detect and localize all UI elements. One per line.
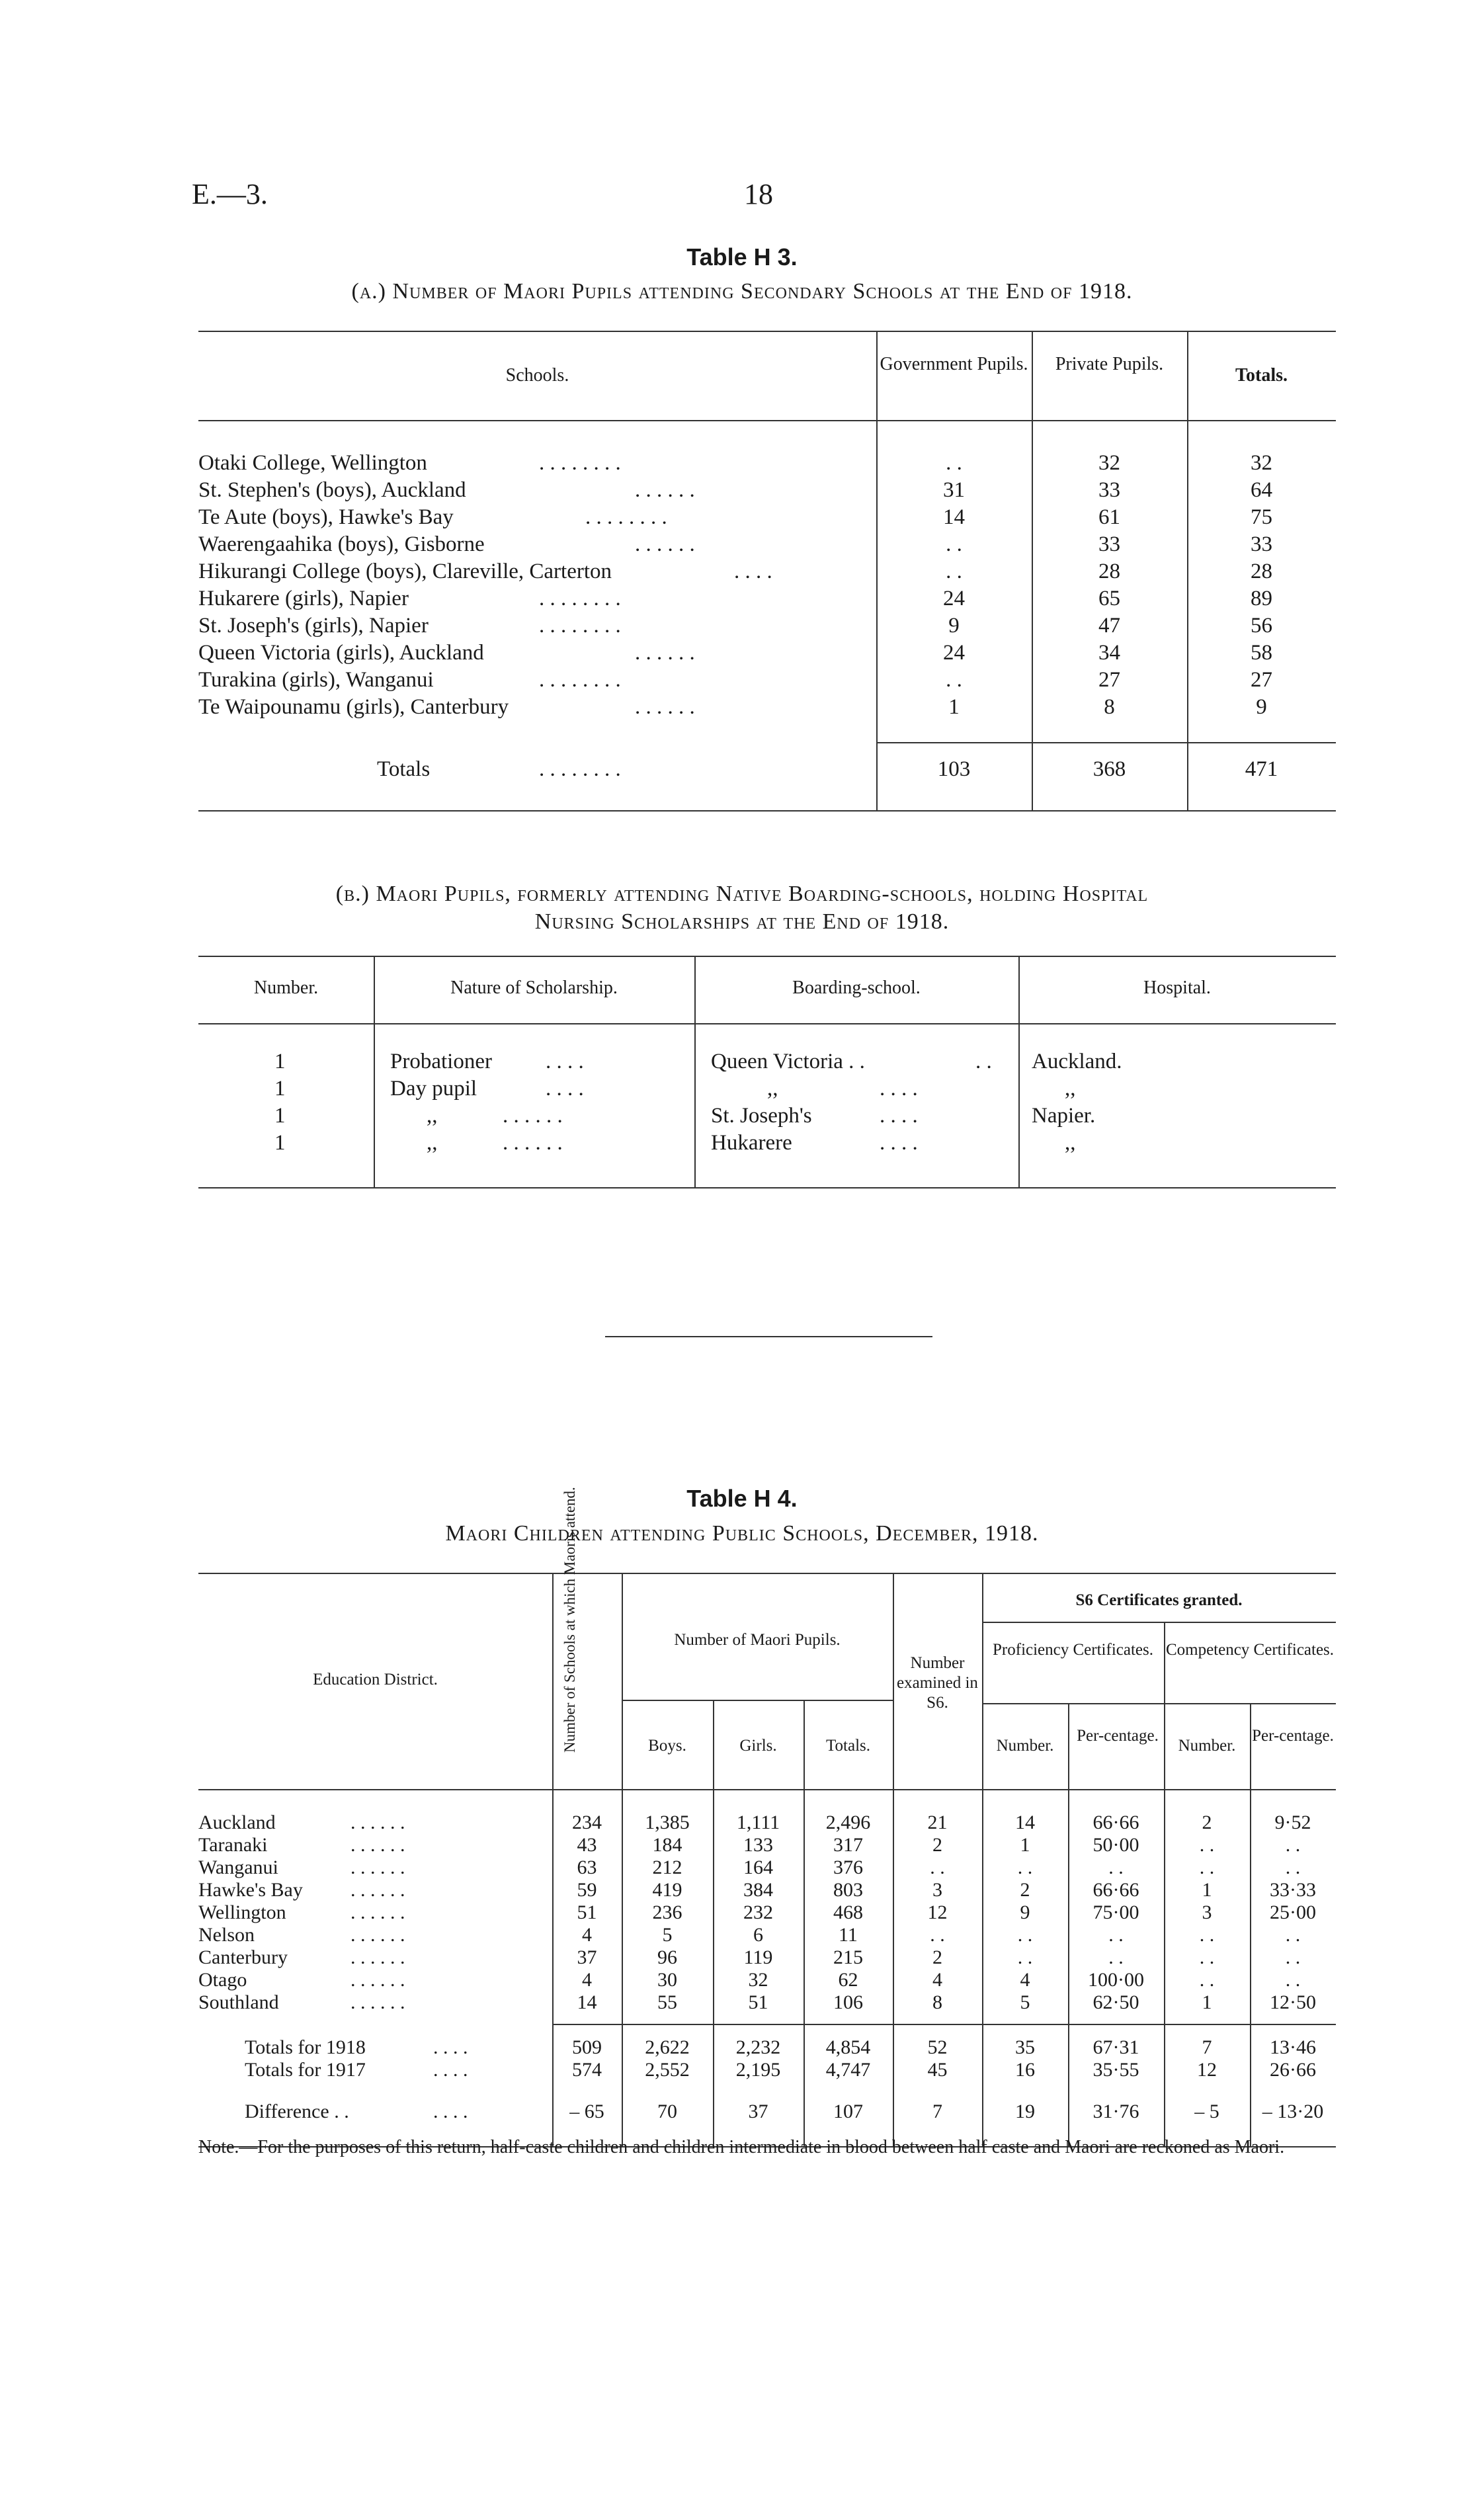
col-header-competency-number: Number. — [1178, 1737, 1236, 1755]
hospital: Napier. — [1032, 1104, 1096, 1128]
school-name: St. Joseph's (girls), Napier — [198, 614, 429, 638]
total-pupils: 58 — [1251, 641, 1272, 665]
gov-pupils: . . — [946, 532, 962, 556]
competency-number: . . — [1199, 1946, 1215, 1968]
schools-count: 63 — [577, 1856, 597, 1878]
total-pupils: 64 — [1251, 478, 1272, 502]
proficiency-number: 35 — [1015, 2036, 1035, 2058]
competency-number: 7 — [1202, 2036, 1212, 2058]
total-pupils: 89 — [1251, 587, 1272, 610]
leader-dots: . . . . — [734, 560, 772, 583]
school-name: Te Aute (boys), Hawke's Bay — [198, 505, 454, 529]
col-header-proficiency: Proficiency Certificates. — [993, 1641, 1153, 1659]
col-header-private-pupils: Private Pupils. — [1055, 354, 1164, 374]
girls-count: 164 — [743, 1856, 773, 1878]
gov-pupils: 24 — [943, 587, 965, 610]
proficiency-percentage: . . — [1108, 1856, 1124, 1878]
leader-dots: . . . . — [433, 2036, 468, 2058]
private-pupils: 65 — [1098, 587, 1120, 610]
proficiency-number: . . — [1017, 1946, 1033, 1968]
private-pupils: 33 — [1098, 532, 1120, 556]
proficiency-percentage: . . — [1108, 1946, 1124, 1968]
district-name: Taranaki — [198, 1834, 268, 1856]
scholar-number: 1 — [274, 1104, 286, 1128]
district-name: Southland — [198, 1991, 279, 2013]
competency-percentage: 33·33 — [1270, 1879, 1316, 1901]
proficiency-percentage: 62·50 — [1092, 1991, 1139, 2013]
gov-pupils: . . — [946, 451, 962, 475]
boys-count: 212 — [652, 1856, 682, 1878]
district-name: Wanganui — [198, 1856, 278, 1878]
schools-count: 574 — [572, 2059, 602, 2081]
proficiency-number: . . — [1017, 1856, 1033, 1878]
leader-dots: . . . . . . — [635, 695, 695, 719]
gov-pupils: 14 — [943, 505, 965, 529]
gov-pupils-total: 103 — [937, 757, 971, 781]
page-number: 18 — [744, 178, 773, 210]
leader-dots: . . . . . . . . — [539, 614, 621, 638]
competency-percentage: . . — [1285, 1924, 1301, 1946]
leader-dots: . . . . . . . . — [585, 505, 667, 529]
proficiency-percentage: 100·00 — [1088, 1969, 1144, 1991]
private-pupils-total: 368 — [1092, 757, 1126, 781]
leader-dots: . . . . — [880, 1131, 918, 1155]
col-header-proficiency-number: Number. — [996, 1737, 1054, 1755]
school-name: Turakina (girls), Wanganui — [198, 668, 434, 692]
leader-dots: . . . . — [433, 2101, 468, 2122]
school-name: Otaki College, Wellington — [198, 451, 427, 475]
competency-percentage: 9·52 — [1274, 1812, 1311, 1833]
competency-percentage: 13·46 — [1270, 2036, 1316, 2058]
total-pupils: 27 — [1251, 668, 1272, 692]
proficiency-number: 16 — [1015, 2059, 1035, 2081]
proficiency-percentage: 66·66 — [1092, 1812, 1139, 1833]
gov-pupils: 9 — [948, 614, 960, 638]
schools-count: 509 — [572, 2036, 602, 2058]
leader-dots: . . . . . . — [350, 1834, 405, 1856]
boys-count: 5 — [662, 1924, 673, 1946]
girls-count: 32 — [748, 1969, 768, 1991]
col-header-boys: Boys. — [648, 1737, 686, 1755]
leader-dots: . . . . . . — [350, 1946, 405, 1968]
col-header-girls: Girls. — [739, 1737, 777, 1755]
school-name: Waerengaahika (boys), Gisborne — [198, 532, 485, 556]
scholarship-nature: Probationer — [390, 1050, 492, 1073]
gov-pupils: 24 — [943, 641, 965, 665]
table-h4-caption: Maori Children attending Public Schools, December, 1918. — [445, 1521, 1039, 1546]
leader-dots: . . . . . . — [350, 1901, 405, 1923]
district-name: Difference . . — [245, 2101, 349, 2122]
pupils-total: 4,747 — [825, 2059, 871, 2081]
col-header-boarding-school: Boarding-school. — [792, 978, 921, 998]
proficiency-number: 5 — [1020, 1991, 1030, 2013]
proficiency-number: 1 — [1020, 1834, 1030, 1856]
girls-count: 2,232 — [735, 2036, 781, 2058]
examined-count: 8 — [932, 1991, 942, 2013]
leader-dots: . . . . — [546, 1077, 584, 1101]
schools-count: 234 — [572, 1812, 602, 1833]
gov-pupils: . . — [946, 560, 962, 583]
leader-dots: . . . . — [880, 1104, 918, 1128]
col-header-schools: Schools. — [505, 365, 569, 386]
examined-count: 12 — [927, 1901, 948, 1923]
scholar-number: 1 — [274, 1050, 286, 1073]
proficiency-percentage: . . — [1108, 1924, 1124, 1946]
leader-dots: . . . . . . — [635, 641, 695, 665]
total-pupils: 56 — [1251, 614, 1272, 638]
proficiency-percentage: 31·76 — [1092, 2101, 1139, 2122]
proficiency-number: 4 — [1020, 1969, 1030, 1991]
proficiency-number: . . — [1017, 1924, 1033, 1946]
leader-dots: . . . . . . — [350, 1969, 405, 1991]
examined-count: 4 — [932, 1969, 942, 1991]
pupils-total: 376 — [833, 1856, 863, 1878]
school-name: St. Stephen's (boys), Auckland — [198, 478, 466, 502]
girls-count: 37 — [748, 2101, 768, 2122]
scholarship-nature: ,, — [427, 1104, 438, 1128]
leader-dots: . . . . . . . . — [539, 757, 621, 781]
hospital: Auckland. — [1032, 1050, 1122, 1073]
leader-dots: . . . . . . . . — [539, 587, 621, 610]
scholarship-nature: Day pupil — [390, 1077, 477, 1101]
boys-count: 1,385 — [645, 1812, 690, 1833]
table-h3b-caption-line2: Nursing Scholarships at the End of 1918. — [534, 909, 950, 934]
leader-dots: . . . . — [546, 1050, 584, 1073]
competency-number: 1 — [1202, 1879, 1212, 1901]
girls-count: 133 — [743, 1834, 773, 1856]
leader-dots: . . . . . . — [350, 1924, 405, 1946]
district-name: Totals for 1918 — [245, 2036, 366, 2058]
total-pupils: 75 — [1251, 505, 1272, 529]
private-pupils: 47 — [1098, 614, 1120, 638]
proficiency-percentage: 67·31 — [1092, 2036, 1139, 2058]
scholar-number: 1 — [274, 1131, 286, 1155]
grand-total: 471 — [1245, 757, 1278, 781]
gov-pupils: 31 — [943, 478, 965, 502]
private-pupils: 32 — [1098, 451, 1120, 475]
girls-count: 119 — [743, 1946, 773, 1968]
district-name: Wellington — [198, 1901, 286, 1923]
examined-count: 3 — [932, 1879, 942, 1901]
leader-dots: . . . . . . — [350, 1879, 405, 1901]
col-header-number-of-schools: Number of Schools at which Maoris attend. — [561, 1487, 578, 1753]
col-header-competency: Competency Certificates. — [1165, 1641, 1335, 1659]
schools-count: 4 — [582, 1969, 592, 1991]
pupils-total: 2,496 — [825, 1812, 871, 1833]
competency-number: . . — [1199, 1969, 1215, 1991]
leader-dots: . . . . . . . . — [539, 668, 621, 692]
boarding-school: ,, — [767, 1077, 778, 1101]
col-header-totals: Totals. — [1235, 365, 1288, 386]
competency-percentage: . . — [1285, 1834, 1301, 1856]
competency-percentage: 25·00 — [1270, 1901, 1316, 1923]
col-header-number-examined: Number examined in S6. — [897, 1654, 978, 1712]
schools-count: 43 — [577, 1834, 597, 1856]
col-header-number-of-maori-pupils: Number of Maori Pupils. — [674, 1631, 841, 1649]
boys-count: 96 — [657, 1946, 677, 1968]
proficiency-percentage: 35·55 — [1092, 2059, 1139, 2081]
competency-number: 3 — [1202, 1901, 1212, 1923]
pupils-total: 62 — [838, 1969, 858, 1991]
page-reference: E.—3. — [192, 178, 268, 210]
pupils-total: 4,854 — [825, 2036, 871, 2058]
schools-count: 51 — [577, 1901, 597, 1923]
proficiency-number: 9 — [1020, 1901, 1030, 1923]
examined-count: 7 — [932, 2101, 942, 2122]
col-header-totals: Totals. — [826, 1737, 870, 1755]
schools-count: 14 — [577, 1991, 597, 2013]
competency-percentage: . . — [1285, 1946, 1301, 1968]
col-header-number: Number. — [253, 978, 319, 998]
leader-dots: . . . . . . — [350, 1991, 405, 2013]
district-name: Totals for 1917 — [245, 2059, 366, 2081]
gov-pupils: . . — [946, 668, 962, 692]
pupils-total: 106 — [833, 1991, 863, 2013]
girls-count: 384 — [743, 1879, 773, 1901]
girls-count: 2,195 — [735, 2059, 781, 2081]
girls-count: 51 — [748, 1991, 768, 2013]
private-pupils: 61 — [1098, 505, 1120, 529]
district-name: Otago — [198, 1969, 247, 1991]
boarding-school: St. Joseph's — [711, 1104, 812, 1128]
girls-count: 1,111 — [736, 1812, 780, 1833]
leader-dots: . . . . — [880, 1077, 918, 1101]
gov-pupils: 1 — [948, 695, 960, 719]
girls-count: 232 — [743, 1901, 773, 1923]
pupils-total: 803 — [833, 1879, 863, 1901]
competency-percentage: – 13·20 — [1262, 2101, 1324, 2122]
total-pupils: 32 — [1251, 451, 1272, 475]
pupils-total: 107 — [833, 2101, 863, 2122]
scholarship-nature: ,, — [427, 1131, 438, 1155]
school-name: Hikurangi College (boys), Clareville, Carterton — [198, 560, 612, 583]
proficiency-number: 14 — [1015, 1812, 1035, 1833]
competency-percentage: 26·66 — [1270, 2059, 1316, 2081]
proficiency-percentage: 75·00 — [1092, 1901, 1139, 1923]
boys-count: 184 — [652, 1834, 682, 1856]
total-pupils: 28 — [1251, 560, 1272, 583]
schools-count: 59 — [577, 1879, 597, 1901]
examined-count: . . — [930, 1924, 945, 1946]
district-name: Canterbury — [198, 1946, 288, 1968]
pupils-total: 317 — [833, 1834, 863, 1856]
leader-dots: . . . . . . — [503, 1131, 563, 1155]
leader-dots: . . . . . . — [635, 532, 695, 556]
examined-count: 2 — [932, 1834, 942, 1856]
hospital: ,, — [1065, 1077, 1076, 1101]
leader-dots: . . . . . . — [635, 478, 695, 502]
competency-percentage: . . — [1285, 1856, 1301, 1878]
boys-count: 2,552 — [645, 2059, 690, 2081]
school-name: Te Waipounamu (girls), Canterbury — [198, 695, 509, 719]
leader-dots: . . . . . . — [503, 1104, 563, 1128]
col-header-competency-percentage: Per-centage. — [1252, 1727, 1334, 1745]
examined-count: 45 — [927, 2059, 948, 2081]
boys-count: 55 — [657, 1991, 677, 2013]
leader-dots: . . . . — [433, 2059, 468, 2081]
boarding-school: Queen Victoria . . — [711, 1050, 865, 1073]
col-header-hospital: Hospital. — [1143, 978, 1211, 998]
col-header-proficiency-percentage: Per-centage. — [1077, 1727, 1159, 1745]
totals-label: Totals — [377, 757, 431, 781]
leader-dots: . . . . . . — [350, 1856, 405, 1878]
proficiency-number: 19 — [1015, 2101, 1035, 2122]
private-pupils: 8 — [1104, 695, 1115, 719]
competency-number: . . — [1199, 1924, 1215, 1946]
girls-count: 6 — [753, 1924, 763, 1946]
competency-number: 2 — [1202, 1812, 1212, 1833]
private-pupils: 34 — [1098, 641, 1120, 665]
table-h3-title: Table H 3. — [686, 243, 798, 271]
hospital: ,, — [1065, 1131, 1076, 1155]
boys-count: 2,622 — [645, 2036, 690, 2058]
examined-count: 2 — [932, 1946, 942, 1968]
competency-percentage: . . — [1285, 1969, 1301, 1991]
section-divider — [605, 1336, 932, 1337]
competency-number: 1 — [1202, 1991, 1212, 2013]
boarding-school: Hukarere — [711, 1131, 792, 1155]
schools-count: 37 — [577, 1946, 597, 1968]
proficiency-percentage: 66·66 — [1092, 1879, 1139, 1901]
table-h4-note: Note.—For the purposes of this return, half-caste children and children intermediate in blood between half caste and Maori are reckoned as Maori. — [198, 2137, 1285, 2157]
boys-count: 236 — [652, 1901, 682, 1923]
school-name: Hukarere (girls), Napier — [198, 587, 409, 610]
pupils-total: 468 — [833, 1901, 863, 1923]
table-h3b-caption-line1: (b.) Maori Pupils, formerly attending Native Boarding-schools, holding Hospital — [335, 882, 1149, 906]
col-header-education-district: Education District. — [313, 1671, 438, 1688]
examined-count: 52 — [927, 2036, 948, 2058]
competency-number: . . — [1199, 1856, 1215, 1878]
proficiency-number: 2 — [1020, 1879, 1030, 1901]
district-name: Nelson — [198, 1924, 255, 1946]
school-name: Queen Victoria (girls), Auckland — [198, 641, 484, 665]
table-h3a-caption: (a.) Number of Maori Pupils attending Secondary Schools at the End of 1918. — [351, 279, 1133, 304]
scholar-number: 1 — [274, 1077, 286, 1101]
col-header-government-pupils: Government Pupils. — [880, 354, 1028, 374]
col-header-s6-certificates: S6 Certificates granted. — [1075, 1591, 1243, 1609]
leader-dots: . . . . . . . . — [539, 451, 621, 475]
leader-dots: . . . . . . — [350, 1812, 405, 1833]
competency-number: – 5 — [1194, 2101, 1219, 2122]
district-name: Auckland — [198, 1812, 276, 1833]
proficiency-percentage: 50·00 — [1092, 1834, 1139, 1856]
private-pupils: 27 — [1098, 668, 1120, 692]
schools-count: 4 — [582, 1924, 592, 1946]
schools-count: – 65 — [569, 2101, 604, 2122]
table-h4-title: Table H 4. — [686, 1485, 798, 1512]
competency-number: . . — [1199, 1834, 1215, 1856]
boys-count: 70 — [657, 2101, 677, 2122]
pupils-total: 215 — [833, 1946, 863, 1968]
competency-number: 12 — [1197, 2059, 1217, 2081]
boys-count: 30 — [657, 1969, 677, 1991]
examined-count: . . — [930, 1856, 945, 1878]
total-pupils: 9 — [1256, 695, 1267, 719]
pupils-total: 11 — [839, 1924, 858, 1946]
col-header-nature: Nature of Scholarship. — [450, 978, 618, 998]
boys-count: 419 — [652, 1879, 682, 1901]
leader-dots: . . — [975, 1050, 992, 1073]
examined-count: 21 — [927, 1812, 948, 1833]
district-name: Hawke's Bay — [198, 1879, 303, 1901]
competency-percentage: 12·50 — [1270, 1991, 1316, 2013]
private-pupils: 33 — [1098, 478, 1120, 502]
private-pupils: 28 — [1098, 560, 1120, 583]
total-pupils: 33 — [1251, 532, 1272, 556]
